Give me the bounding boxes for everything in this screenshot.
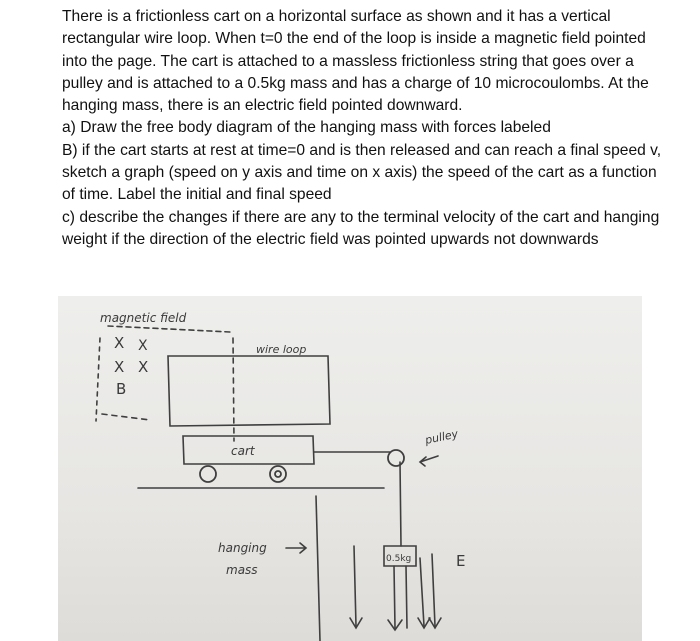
question-intro: There is a frictionless cart on a horizontal surface as shown and it has a vertical rectangular wire loop. When t=0 the end of the loop is inside a magnetic field pointed into the page. The cart is attached to a massless frictionless string that goes over a pulley and is attached to a 0.5kg mass and has a charge of 10 microcoulombs. At the hanging mass, there is an electric field pointed downward.	[62, 8, 649, 115]
hand-drawn-diagram	[58, 296, 642, 641]
pulley-wheel	[388, 450, 404, 466]
field-symbol-b: B	[116, 380, 127, 398]
field-symbol-x1: X	[114, 334, 125, 352]
question-part-c: c) describe the changes if there are any to the terminal velocity of the cart and hanging weight if the direction of the electric field was pointed upwards not downwards	[62, 208, 660, 248]
wire-loop-label: wire loop	[256, 343, 307, 356]
wire-loop	[168, 356, 330, 426]
sketch-photo	[58, 296, 642, 641]
magnetic-field-label: magnetic field	[100, 311, 187, 325]
table-edge	[316, 496, 320, 641]
question-part-a: a) Draw the free body diagram of the hanging mass with forces labeled	[62, 119, 551, 137]
mass-value-label: 0.5kg	[386, 554, 412, 564]
pulley-label: pulley	[423, 427, 460, 447]
hanging-label: hanging	[218, 541, 267, 555]
question-part-b: B) if the cart starts at rest at time=0 and is then released and can reach a final speed v, sketch a graph (speed on y axis and time on x axis) the speed of the cart as a function of time. Label the initial and final speed	[62, 141, 662, 204]
field-symbol-x4: X	[138, 358, 149, 376]
efield-label: E	[456, 552, 466, 570]
string-vertical	[400, 462, 401, 546]
mass-label: mass	[226, 563, 258, 577]
question-text	[62, 6, 662, 251]
field-region-left	[96, 338, 100, 421]
cart-label: cart	[231, 444, 255, 458]
wheel-left	[200, 466, 216, 482]
field-symbol-x2: X	[138, 338, 148, 354]
field-symbol-x3: X	[114, 358, 125, 376]
wheel-right	[270, 466, 286, 482]
field-region-bottom	[102, 414, 150, 420]
field-region-top	[108, 326, 230, 332]
